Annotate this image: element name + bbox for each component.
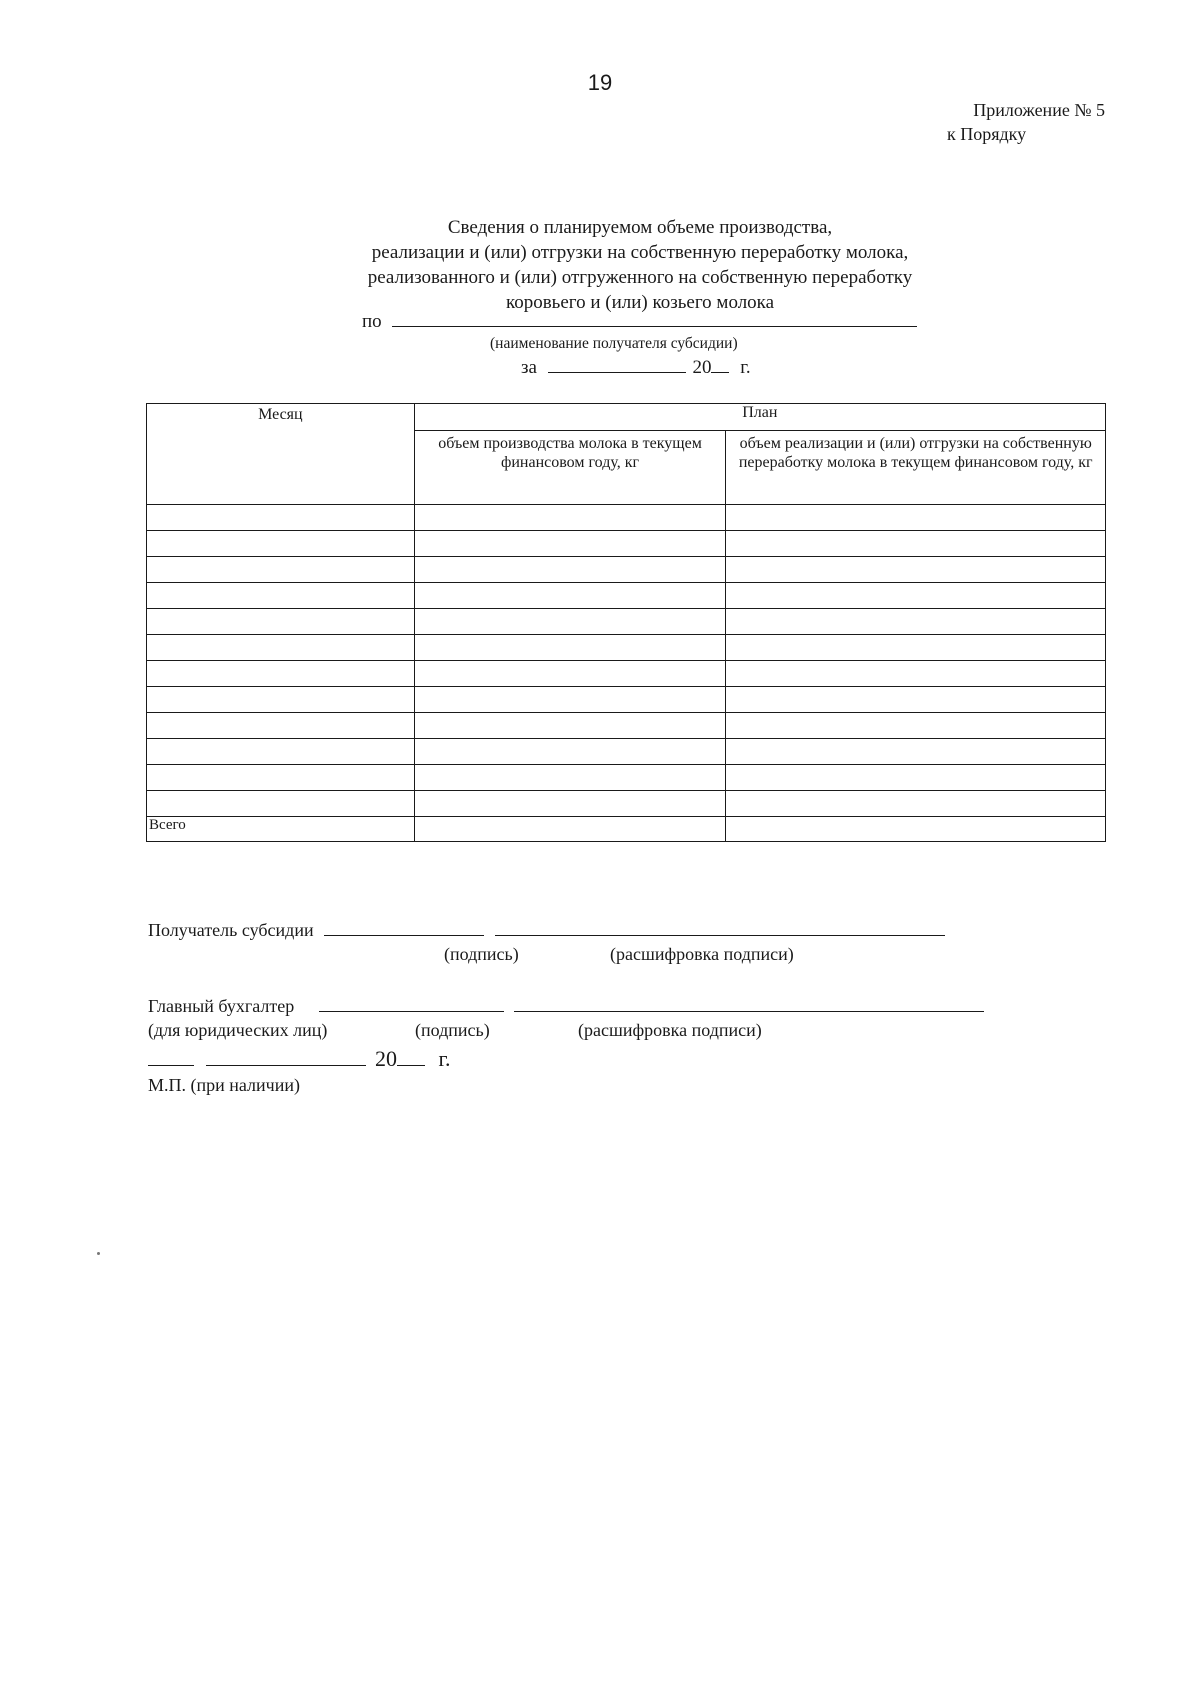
month-cell[interactable] bbox=[147, 583, 415, 609]
production-cell[interactable] bbox=[414, 635, 726, 661]
appendix-reference bbox=[930, 98, 1140, 146]
recipient-name-field[interactable] bbox=[392, 326, 917, 327]
recipient-signature-label: Получатель субсидии bbox=[148, 920, 314, 940]
date-day-field[interactable] bbox=[148, 1065, 194, 1066]
header-month: Месяц bbox=[147, 404, 415, 505]
period-year-field[interactable] bbox=[711, 372, 729, 373]
month-cell[interactable] bbox=[147, 687, 415, 713]
title-line-1: Сведения о планируемом объеме производства, bbox=[447, 217, 833, 238]
accountant-decoding-field[interactable] bbox=[514, 1011, 984, 1012]
production-cell[interactable] bbox=[414, 557, 726, 583]
month-cell[interactable] bbox=[147, 609, 415, 635]
month-cell[interactable] bbox=[147, 557, 415, 583]
sales-cell[interactable] bbox=[726, 531, 1106, 557]
date-year: 20 bbox=[375, 1046, 397, 1071]
date-month-field[interactable] bbox=[206, 1065, 366, 1066]
accountant-signature-hint: (подпись) bbox=[415, 1020, 490, 1040]
month-cell[interactable] bbox=[147, 505, 415, 531]
month-cell[interactable] bbox=[147, 661, 415, 687]
sales-cell[interactable] bbox=[726, 739, 1106, 765]
table-row bbox=[147, 531, 1106, 557]
production-cell[interactable] bbox=[414, 661, 726, 687]
sales-cell[interactable] bbox=[726, 791, 1106, 817]
production-cell[interactable] bbox=[414, 687, 726, 713]
sales-cell[interactable] bbox=[726, 505, 1106, 531]
accountant-signature-field[interactable] bbox=[319, 1011, 504, 1012]
sales-cell[interactable] bbox=[726, 609, 1106, 635]
table-row bbox=[147, 765, 1106, 791]
accountant-label: Главный бухгалтер bbox=[148, 996, 295, 1016]
scan-speck bbox=[97, 1252, 100, 1255]
sales-cell[interactable] bbox=[726, 635, 1106, 661]
accountant-signature-row bbox=[148, 996, 984, 1017]
sales-cell[interactable] bbox=[726, 557, 1106, 583]
date-row bbox=[148, 1046, 451, 1072]
table-row bbox=[147, 635, 1106, 661]
date-year-field[interactable] bbox=[397, 1065, 425, 1066]
document-title bbox=[280, 215, 1000, 315]
table-row bbox=[147, 713, 1106, 739]
period-prefix: за bbox=[521, 357, 537, 378]
table-row bbox=[147, 557, 1106, 583]
header-sales: объем реализации и (или) отгрузки на собственную переработку молока в текущем финансовом году, кг bbox=[726, 431, 1106, 505]
date-suffix: г. bbox=[438, 1046, 451, 1071]
table-row bbox=[147, 505, 1106, 531]
production-cell[interactable] bbox=[414, 505, 726, 531]
table-row bbox=[147, 609, 1106, 635]
sales-cell[interactable] bbox=[726, 583, 1106, 609]
sales-cell[interactable] bbox=[726, 713, 1106, 739]
month-cell[interactable] bbox=[147, 531, 415, 557]
production-cell[interactable] bbox=[414, 713, 726, 739]
recipient-line bbox=[362, 311, 917, 333]
production-cell[interactable] bbox=[414, 791, 726, 817]
title-line-2: реализации и (или) отгрузки на собственную переработку молока, bbox=[371, 242, 909, 263]
sales-cell[interactable] bbox=[726, 687, 1106, 713]
sales-cell[interactable] bbox=[726, 765, 1106, 791]
stamp-label: М.П. (при наличии) bbox=[148, 1075, 300, 1095]
production-cell[interactable] bbox=[414, 531, 726, 557]
sales-cell[interactable] bbox=[726, 661, 1106, 687]
recipient-decoding-field[interactable] bbox=[495, 935, 945, 936]
production-cell[interactable] bbox=[414, 765, 726, 791]
recipient-decoding-hint: (расшифровка подписи) bbox=[610, 944, 794, 964]
plan-table bbox=[146, 403, 1106, 842]
month-cell[interactable] bbox=[147, 765, 415, 791]
month-cell[interactable] bbox=[147, 791, 415, 817]
total-production-cell[interactable] bbox=[414, 817, 726, 842]
month-cell[interactable] bbox=[147, 713, 415, 739]
month-cell[interactable] bbox=[147, 635, 415, 661]
header-production: объем производства молока в текущем финансовом году, кг bbox=[414, 431, 726, 505]
period-year: 20 bbox=[692, 357, 712, 378]
recipient-signature-hint: (подпись) bbox=[444, 944, 519, 964]
month-cell[interactable] bbox=[147, 739, 415, 765]
title-line-4: коровьего и (или) козьего молока bbox=[505, 292, 775, 313]
table-row bbox=[147, 739, 1106, 765]
period-suffix: г. bbox=[740, 357, 751, 378]
production-cell[interactable] bbox=[414, 583, 726, 609]
table-row bbox=[147, 791, 1106, 817]
table-row bbox=[147, 687, 1106, 713]
title-line-3: реализованного и (или) отгруженного на собственную переработку bbox=[367, 267, 913, 288]
total-row bbox=[147, 817, 1106, 842]
production-cell[interactable] bbox=[414, 739, 726, 765]
appendix-procedure: к Порядку bbox=[947, 124, 1027, 144]
table-row bbox=[147, 661, 1106, 687]
total-label: Всего bbox=[147, 817, 415, 842]
recipient-prefix: по bbox=[362, 311, 382, 332]
production-cell[interactable] bbox=[414, 609, 726, 635]
recipient-hint: (наименование получателя субсидии) bbox=[490, 335, 738, 352]
accountant-note: (для юридических лиц) bbox=[148, 1020, 328, 1040]
accountant-decoding-hint: (расшифровка подписи) bbox=[578, 1020, 762, 1040]
recipient-signature-row bbox=[148, 920, 945, 941]
appendix-number: Приложение № 5 bbox=[973, 100, 1105, 120]
header-plan: План bbox=[414, 404, 1105, 431]
period-line bbox=[521, 357, 751, 379]
recipient-signature-field[interactable] bbox=[324, 935, 484, 936]
total-sales-cell[interactable] bbox=[726, 817, 1106, 842]
page-number: 19 bbox=[587, 70, 613, 95]
period-field[interactable] bbox=[548, 372, 686, 373]
table-row bbox=[147, 583, 1106, 609]
